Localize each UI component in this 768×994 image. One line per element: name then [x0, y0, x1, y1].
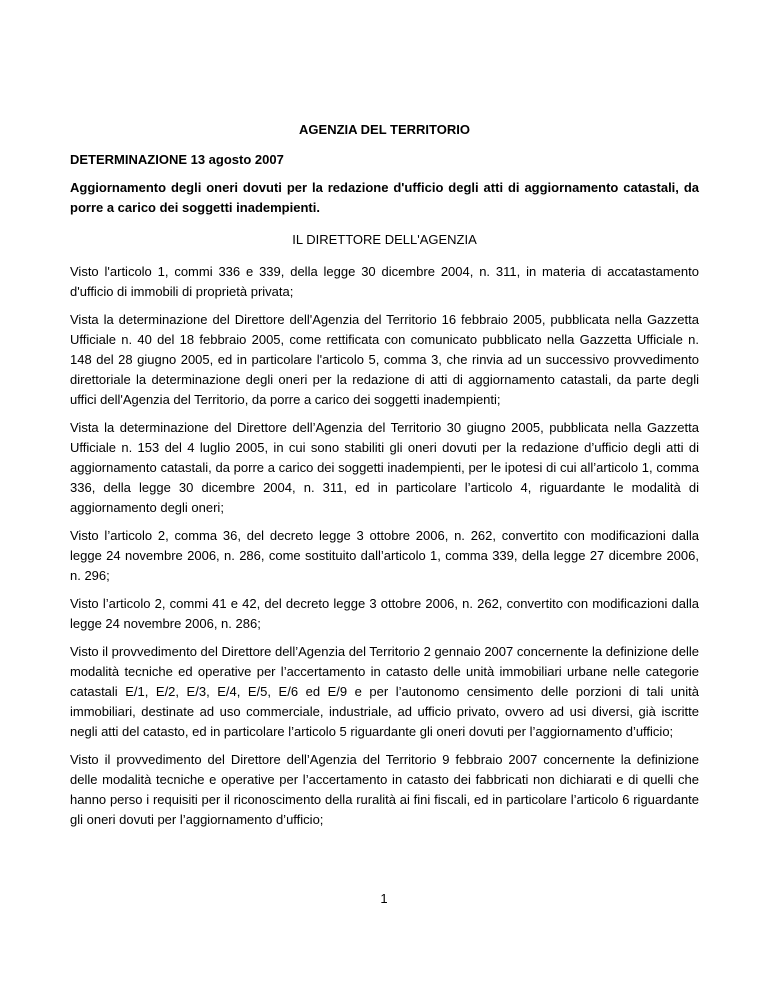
- paragraph-1: Visto l'articolo 1, commi 336 e 339, della legge 30 dicembre 2004, n. 311, in materia di accatastamento d'ufficio di immobili di proprietà privata;: [70, 264, 699, 299]
- determination-heading: DETERMINAZIONE 13 agosto 2007: [70, 152, 284, 167]
- paragraph-7: Visto il provvedimento del Direttore dell’Agenzia del Territorio 9 febbraio 2007 concernente la definizione delle modalità tecniche e operative per l’accertamento in catasto dei fabbricati non dichiarati e di quelli che hanno perso i requisiti per il riconoscimento della ruralità ai fini fiscali, ed in particolare l’articolo 6 riguardante gli oneri dovuti per l’aggiornamento d’ufficio;: [70, 752, 699, 827]
- paragraph-2: Vista la determinazione del Direttore dell'Agenzia del Territorio 16 febbraio 2005, pubblicata nella Gazzetta Ufficiale n. 40 del 18 febbraio 2005, come rettificata con comunicato pubblicato nella Gazzetta Ufficiale n. 148 del 28 giugno 2005, ed in particolare l'articolo 5, comma 3, che rinvia ad un successivo provvedimento direttoriale la determinazione degli oneri per la redazione di atti di aggiornamento catastali, da parte degli uffici dell'Agenzia del Territorio, da porre a carico dei soggetti inadempienti;: [70, 312, 699, 407]
- agency-title: AGENZIA DEL TERRITORIO: [299, 122, 470, 137]
- page-number: 1: [380, 891, 388, 906]
- document-subject: Aggiornamento degli oneri dovuti per la redazione d'ufficio degli atti di aggiornamento catastali, da porre a carico dei soggetti inadempienti.: [70, 180, 699, 215]
- paragraph-3: Vista la determinazione del Direttore dell’Agenzia del Territorio 30 giugno 2005, pubblicata nella Gazzetta Ufficiale n. 153 del 4 luglio 2005, in cui sono stabiliti gli oneri dovuti per la redazione d’ufficio degli atti di aggiornamento catastali, da porre a carico dei soggetti inadempienti, per le ipotesi di cui all’articolo 1, comma 336, della legge 30 dicembre 2004, n. 311, ed in particolare l’articolo 4, riguardante le modalità di aggiornamento degli oneri;: [70, 420, 699, 515]
- paragraph-5: Visto l’articolo 2, commi 41 e 42, del decreto legge 3 ottobre 2006, n. 262, convertito con modificazioni dalla legge 24 novembre 2006, n. 286;: [70, 596, 699, 631]
- paragraph-6: Visto il provvedimento del Direttore dell’Agenzia del Territorio 2 gennaio 2007 concernente la definizione delle modalità tecniche ed operative per l’accertamento in catasto delle unità immobiliari urbane nelle categorie catastali E/1, E/2, E/3, E/4, E/5, E/6 ed E/9 e per l’autonomo censimento delle porzioni di tali unità immobiliari, destinate ad uso commerciale, industriale, ad ufficio privato, ovvero ad usi diversi, già iscritte negli atti del catasto, ed in particolare l’articolo 5 riguardante gli oneri dovuti per l’aggiornamento d’ufficio;: [70, 644, 699, 739]
- document-page: [70, 120, 699, 838]
- paragraph-4: Visto l’articolo 2, comma 36, del decreto legge 3 ottobre 2006, n. 262, convertito con modificazioni dalla legge 24 novembre 2006, n. 286, come sostituito dall’articolo 1, comma 339, della legge 27 dicembre 2006, n. 296;: [70, 528, 699, 583]
- director-heading: IL DIRETTORE DELL'AGENZIA: [292, 232, 477, 247]
